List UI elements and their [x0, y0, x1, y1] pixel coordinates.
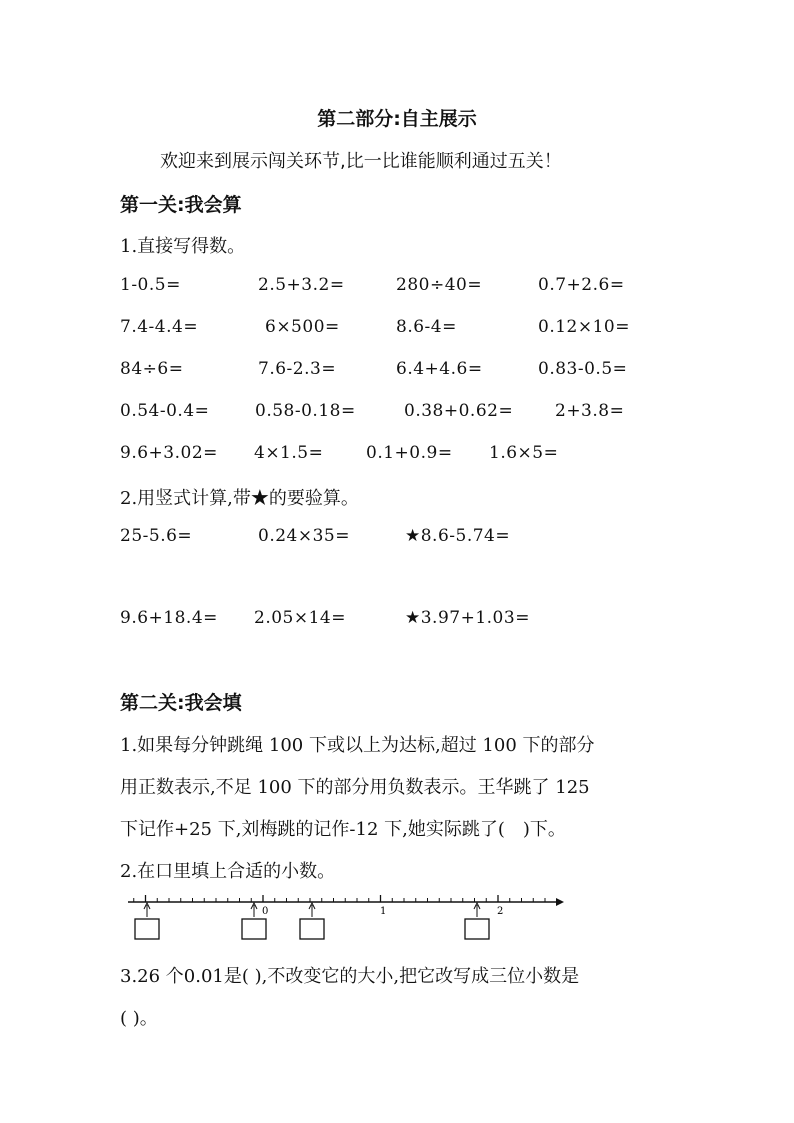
number-line-arrow: [556, 898, 564, 906]
vertical-expression: ★8.6-5.74=: [405, 526, 511, 546]
section1-heading: 第一关:我会算: [120, 194, 242, 216]
expression: 0.83-0.5=: [538, 359, 628, 379]
vertical-expression: 0.24×35=: [258, 526, 350, 546]
answer-box[interactable]: [242, 919, 266, 939]
expression: 280÷40=: [396, 275, 483, 295]
answer-box[interactable]: [300, 919, 324, 939]
answer-box[interactable]: [135, 919, 159, 939]
section2-heading: 第二关:我会填: [120, 692, 242, 714]
number-line-ticks: [134, 895, 545, 902]
vertical-expression: 25-5.6=: [120, 526, 193, 546]
section2-q3-line1: 3.26 个0.01是( ),不改变它的大小,把它改写成三位小数是: [120, 966, 580, 987]
vertical-expression: ★3.97+1.03=: [405, 608, 530, 628]
page-title: 第二部分:自主展示: [317, 108, 477, 130]
vertical-expression: 9.6+18.4=: [120, 608, 218, 628]
expression: 0.58-0.18=: [255, 401, 356, 421]
vertical-expression: 2.05×14=: [254, 608, 346, 628]
expression: 0.38+0.62=: [404, 401, 514, 421]
section2-q1-line2: 用正数表示,不足 100 下的部分用负数表示。王华跳了 125: [120, 777, 590, 798]
expression: 0.54-0.4=: [120, 401, 210, 421]
expression: 7.6-2.3=: [258, 359, 337, 379]
expression: 84÷6=: [120, 359, 184, 379]
expression: 8.6-4=: [396, 317, 457, 337]
expression: 4×1.5=: [254, 443, 324, 463]
expression: 6×500=: [265, 317, 340, 337]
expression: 0.7+2.6=: [538, 275, 625, 295]
expression: 0.1+0.9=: [366, 443, 453, 463]
expression: 9.6+3.02=: [120, 443, 218, 463]
expression: 2+3.8=: [555, 401, 625, 421]
section1-question1: 1.直接写得数。: [120, 236, 246, 257]
answer-box[interactable]: [465, 919, 489, 939]
tick-label-2: 2: [497, 906, 504, 917]
section2-q3-line2: ( )。: [120, 1008, 158, 1029]
expression: 2.5+3.2=: [258, 275, 345, 295]
number-line: [126, 885, 566, 945]
expression: 7.4-4.4=: [120, 317, 199, 337]
section2-q1-line1: 1.如果每分钟跳绳 100 下或以上为达标,超过 100 下的部分: [120, 735, 595, 756]
expression: 1-0.5=: [120, 275, 181, 295]
expression: 6.4+4.6=: [396, 359, 483, 379]
intro-text: 欢迎来到展示闯关环节,比一比谁能顺利通过五关！: [160, 151, 562, 172]
tick-label-1: 1: [380, 906, 387, 917]
tick-label-0: 0: [262, 906, 269, 917]
expression: 0.12×10=: [538, 317, 630, 337]
section2-q1-line3: 下记作+25 下,刘梅跳的记作-12 下,她实际跳了( )下。: [120, 819, 566, 840]
section1-question2: 2.用竖式计算,带★的要验算。: [120, 488, 359, 509]
expression: 1.6×5=: [489, 443, 559, 463]
section2-question2: 2.在口里填上合适的小数。: [120, 861, 336, 882]
